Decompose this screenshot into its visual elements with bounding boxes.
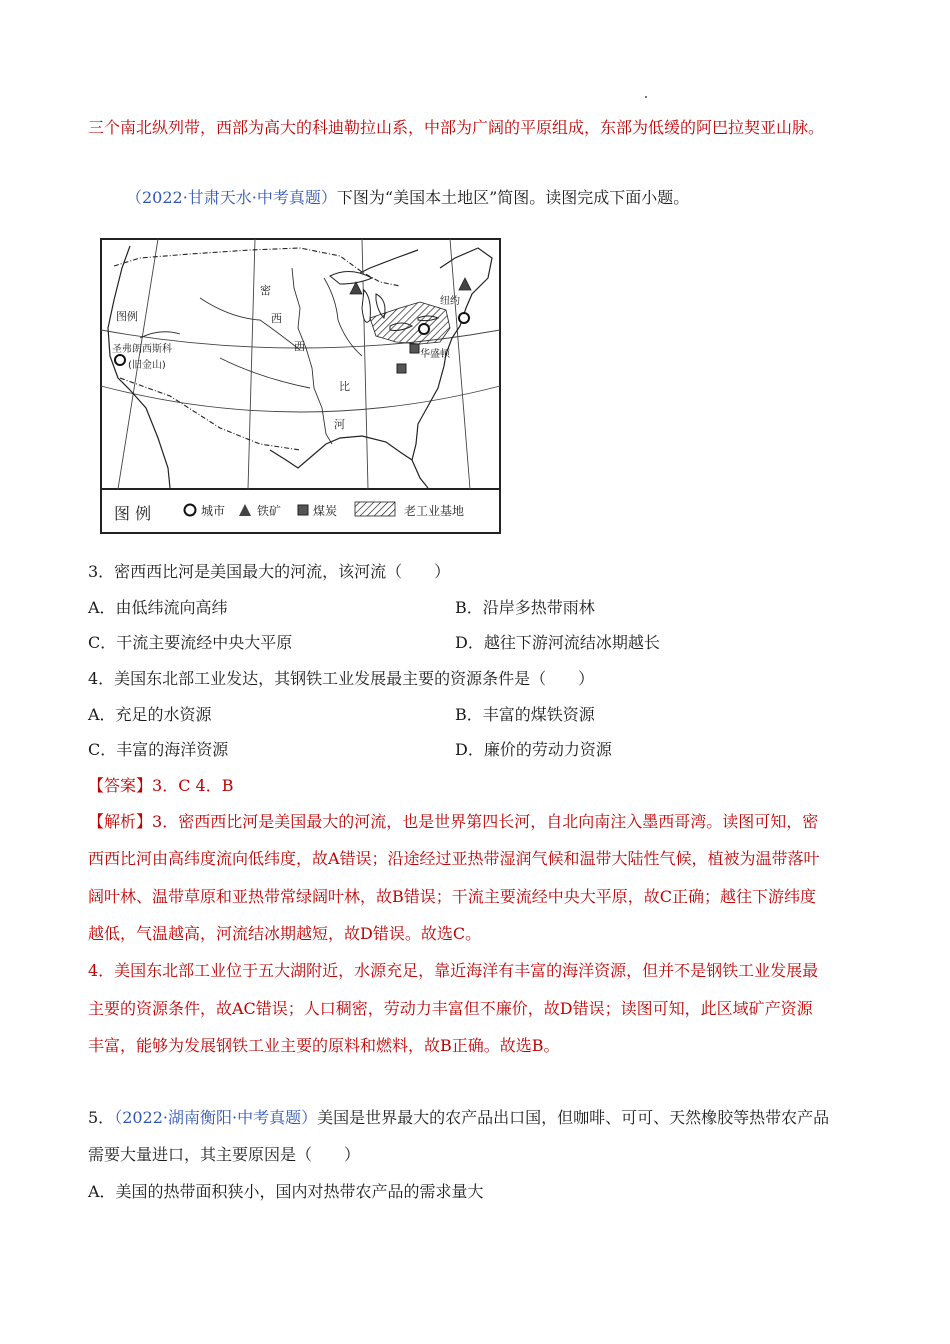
analysis-line-1: [88, 811, 818, 833]
label-san-francisco: 圣弗朗西斯科: [112, 344, 172, 355]
label-bi: 比: [339, 380, 350, 393]
analysis-tag: 【解析】: [88, 812, 153, 831]
q5-stem-line-1: [88, 1107, 829, 1129]
label-he: 河: [334, 418, 345, 431]
q5-text: 美国是世界最大的农产品出口国，但咖啡、可可、天然橡胶等热带农产品: [317, 1108, 830, 1127]
q5-source: （2022·湖南衡阳·中考真题）: [114, 1108, 318, 1127]
legend-coal-symbol: [298, 505, 308, 515]
q4-option-b: B．丰富的煤铁资源: [455, 705, 595, 724]
usa-map-figure: [100, 238, 501, 534]
question-prompt: 下图为“美国本土地区”简图。读图完成下面小题。: [336, 188, 690, 207]
legend-base-symbol: [355, 502, 395, 516]
usa-map: [100, 238, 501, 534]
analysis-line-2: 西西比河由高纬度流向低纬度，故A错误；沿途经过亚热带湿润气候和温带大陆性气候，植被为温带落叶: [88, 849, 820, 868]
q3-option-d: D．越往下游河流结冰期越长: [455, 633, 660, 652]
question-source: （2022·甘肃天水·中考真题）: [126, 188, 337, 207]
label-xi-1: 西: [271, 312, 282, 325]
answer-tag: 【答案】: [88, 776, 153, 795]
city-symbol: [419, 324, 429, 334]
label-xi-2: 西: [294, 340, 305, 353]
city-newyork-symbol: [459, 313, 469, 323]
analysis-line-4: 越低，气温越高，河流结冰期越短，故D错误。故选C。: [88, 924, 482, 943]
q5-stem-line-2: 需要大量进口，其主要原因是（ ）: [88, 1145, 361, 1164]
legend-coal-label: 煤炭: [313, 504, 338, 518]
coal-symbol: [397, 364, 406, 373]
question-intro: [126, 187, 689, 209]
answer-text: 3．C 4．B: [152, 776, 234, 795]
analysis-line-7: 丰富，能够为发展钢铁工业主要的原料和燃料，故B正确。故选B。: [88, 1036, 560, 1055]
q5-number: 5．: [88, 1108, 115, 1127]
legend-city-label: 城市: [201, 504, 226, 518]
legend-iron-label: 铁矿: [257, 504, 282, 518]
coal-symbol: [410, 344, 419, 353]
label-new-york: 纽约: [440, 296, 460, 307]
q3-stem: 3．密西西比河是美国最大的河流，该河流（ ）: [88, 562, 451, 581]
label-tuli-small: 图例: [116, 310, 138, 323]
analysis-line-5: 4．美国东北部工业位于五大湖附近，水源充足，靠近海洋有丰富的海洋资源，但并不是钢铁工业发展最: [88, 961, 819, 980]
legend-title: 图 例: [114, 504, 152, 523]
q3-option-c: C．干流主要流经中央大平原: [88, 633, 293, 652]
q4-option-d: D．廉价的劳动力资源: [455, 740, 612, 759]
answer-line: [88, 775, 233, 797]
q4-option-a: A．充足的水资源: [88, 705, 212, 724]
q4-stem: 4．美国东北部工业发达，其钢铁工业发展最主要的资源条件是（ ）: [88, 669, 595, 688]
stray-dot: [645, 96, 647, 98]
label-washington: 华盛顿: [420, 349, 450, 360]
legend-base-label: 老工业基地: [404, 504, 465, 518]
q3-option-b: B．沿岸多热带雨林: [455, 598, 595, 617]
label-jiujinshan: (旧金山): [128, 360, 166, 371]
analysis-line-6: 主要的资源条件，故AC错误；人口稠密，劳动力丰富但不廉价，故D错误；读图可知，此区域矿产资源: [88, 999, 813, 1018]
q3-option-a: A．由低纬流向高纬: [88, 598, 228, 617]
q4-option-c: C．丰富的海洋资源: [88, 740, 229, 759]
intro-paragraph: 三个南北纵列带，西部为高大的科迪勒拉山系，中部为广阔的平原组成，东部为低缓的阿巴拉契亚山脉。: [88, 118, 825, 137]
city-sanfrancisco-symbol: [115, 355, 125, 365]
q5-option-a: A．美国的热带面积狭小，国内对热带农产品的需求量大: [88, 1182, 484, 1201]
analysis-line-3: 阔叶林、温带草原和亚热带常绿阔叶林，故B错误；干流主要流经中央大平原，故C正确；越往下游纬度: [88, 887, 817, 906]
legend-city-symbol: [185, 505, 196, 516]
label-mi: 密: [260, 284, 271, 297]
analysis-text: 3．密西西比河是美国最大的河流，也是世界第四长河，自北向南注入墨西哥湾。读图可知，密: [152, 812, 819, 831]
